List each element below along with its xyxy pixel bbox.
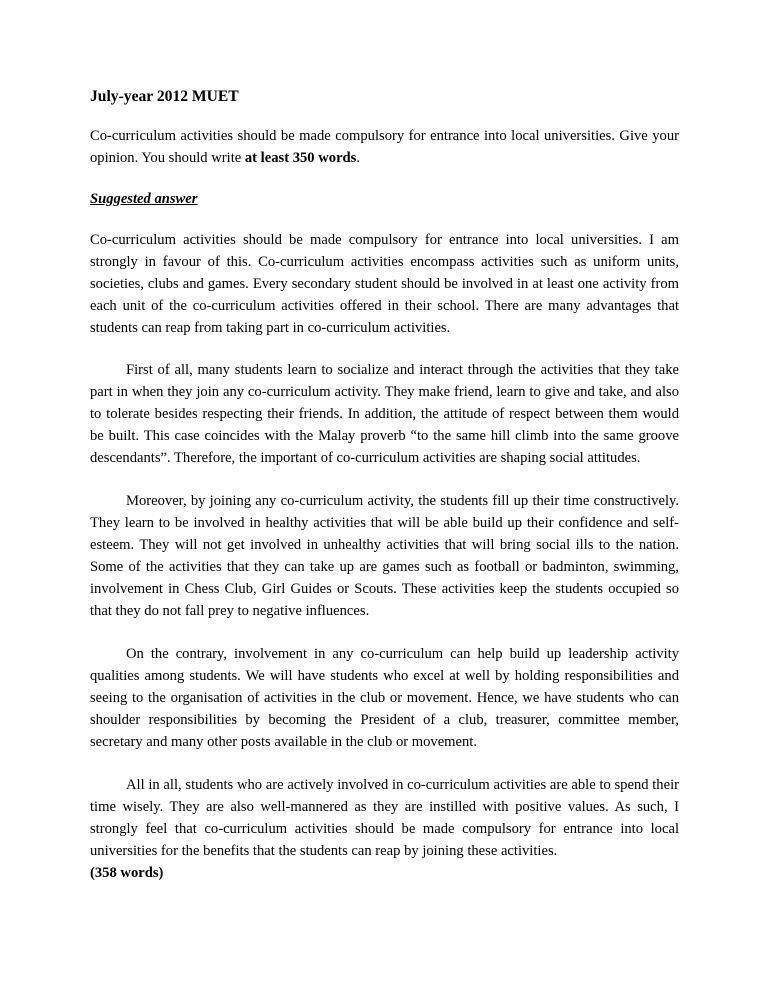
intro-paragraph: Co-curriculum activities should be made compulsory for entrance into local universities. I am strongly in favour of this. Co-curriculum activities encompass activities such as uniform units, societies, clubs and games. Every secondary student should be involved in at least one activity from each unit of the co-curriculum activities offered in their school. There are many advantages that students can reap from taking part in co-curriculum activities.	[90, 232, 679, 336]
conclusion-paragraph: All in all, students who are actively involved in co-curriculum activities are able to spend their time wisely. They are also well-mannered as they are instilled with positive values. As such, I strongly feel that co-curriculum activities should be made compulsory for entrance into local universities for the benefits that the students can reap by joining these activities.	[90, 777, 679, 859]
body-paragraph-1: First of all, many students learn to socialize and interact through the activities that they take part in when they join any co-curriculum activity. They make friend, learn to give and take, and also to tolerate besides respecting their friends. In addition, the attitude of respect between them would be built. This case coincides with the Malay proverb “to the same hill climb into the same groove descendants”. Therefore, the important of co-curriculum activities are shaping social attitudes.	[90, 362, 679, 466]
question-end: .	[356, 150, 361, 166]
question-body: Co-curriculum activities should be made compulsory for entrance into local universities. Give your opinion. You should write	[90, 128, 679, 166]
word-count: (358 words)	[90, 865, 164, 881]
question-word-requirement: at least 350 words	[244, 150, 357, 166]
suggested-answer-heading: Suggested answer	[90, 191, 198, 207]
question-text	[90, 125, 679, 169]
body-paragraph-2: Moreover, by joining any co-curriculum activity, the students fill up their time constructively. They learn to be involved in healthy activities that will be able build up their confidence and self-esteem. They will not get involved in unhealthy activities that will bring social ills to the nation. Some of the activities that they can take up are games such as football or badminton, swimming, involvement in Chess Club, Girl Guides or Scouts. These activities keep the students occupied so that they do not fall prey to negative influences.	[90, 493, 679, 619]
document-title: July-year 2012 MUET	[90, 88, 239, 105]
body-paragraph-3: On the contrary, involvement in any co-curriculum can help build up leadership activity qualities among students. We will have students who excel at well by holding responsibilities and seeing to the organisation of activities in the club or movement. Hence, we have students who can shoulder responsibilities by becoming the President of a club, treasurer, committee member, secretary and many other posts available in the club or movement.	[90, 646, 679, 750]
document-page	[90, 86, 679, 884]
